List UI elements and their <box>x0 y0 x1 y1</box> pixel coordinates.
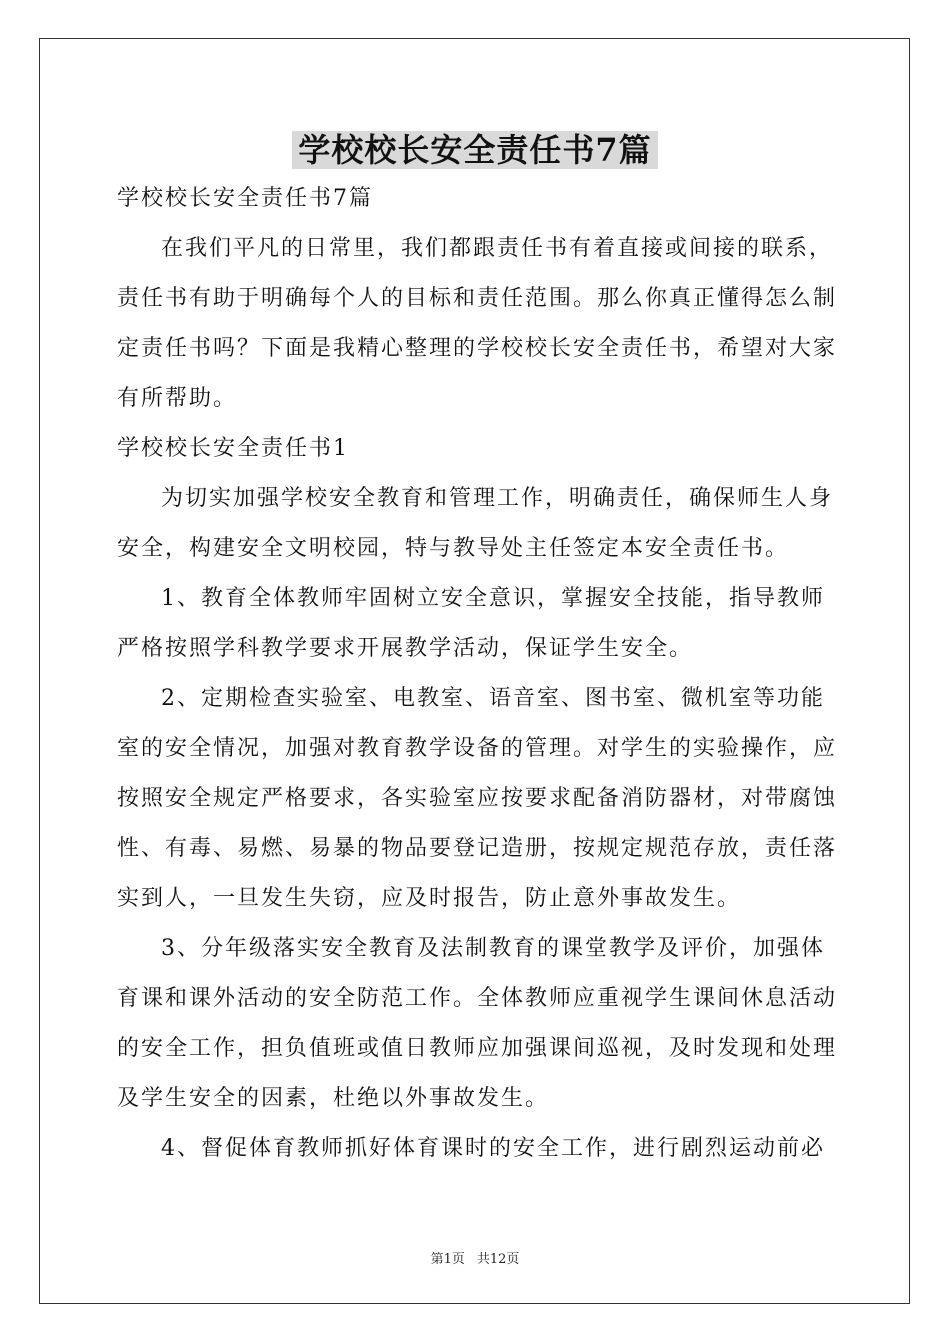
body-paragraph: 4、督促体育教师抓好体育课时的安全工作，进行剧烈运动前必 <box>161 1136 825 1161</box>
page-footer <box>0 1248 950 1267</box>
document-body <box>117 174 839 1174</box>
page-total: 共12页 <box>476 1252 520 1267</box>
section-heading: 学校校长安全责任书1 <box>117 436 349 461</box>
page-number: 第1页 <box>430 1252 465 1267</box>
body-paragraph: 为切实加强学校安全教育和管理工作，明确责任，确保师生人身安全，构建安全文明校园，特与教导处主任签定本安全责任书。 <box>117 486 834 561</box>
body-paragraph: 2、定期检查实验室、电教室、语音室、图书室、微机室等功能室的安全情况，加强对教育教学设备的管理。对学生的实验操作，应按照安全规定严格要求，各实验室应按要求配备消防器材，对带腐蚀性、有毒、易燃、易暴的物品要登记造册，按规定规范存放，责任落实到人，一旦发生失窃，应及时报告，防止意外事故发生。 <box>117 686 838 911</box>
body-paragraph: 3、分年级落实安全教育及法制教育的课堂教学及评价，加强体育课和课外活动的安全防范工作。全体教师应重视学生课间休息活动的安全工作，担负值班或值日教师应加强课间巡视，及时发现和处理及学生安全的因素，杜绝以外事故发生。 <box>117 936 838 1111</box>
document-title <box>0 122 950 178</box>
body-paragraph: 1、教育全体教师牢固树立安全意识，掌握安全技能，指导教师严格按照学科教学要求开展教学活动，保证学生安全。 <box>117 586 825 661</box>
subtitle-line: 学校校长安全责任书7篇 <box>117 186 373 211</box>
document-title-text: 学校校长安全责任书7篇 <box>292 131 657 169</box>
intro-paragraph: 在我们平凡的日常里，我们都跟责任书有着直接或间接的联系，责任书有助于明确每个人的目标和责任范围。那么你真正懂得怎么制定责任书吗？下面是我精心整理的学校校长安全责任书，希望对大家有所帮助。 <box>117 236 838 411</box>
